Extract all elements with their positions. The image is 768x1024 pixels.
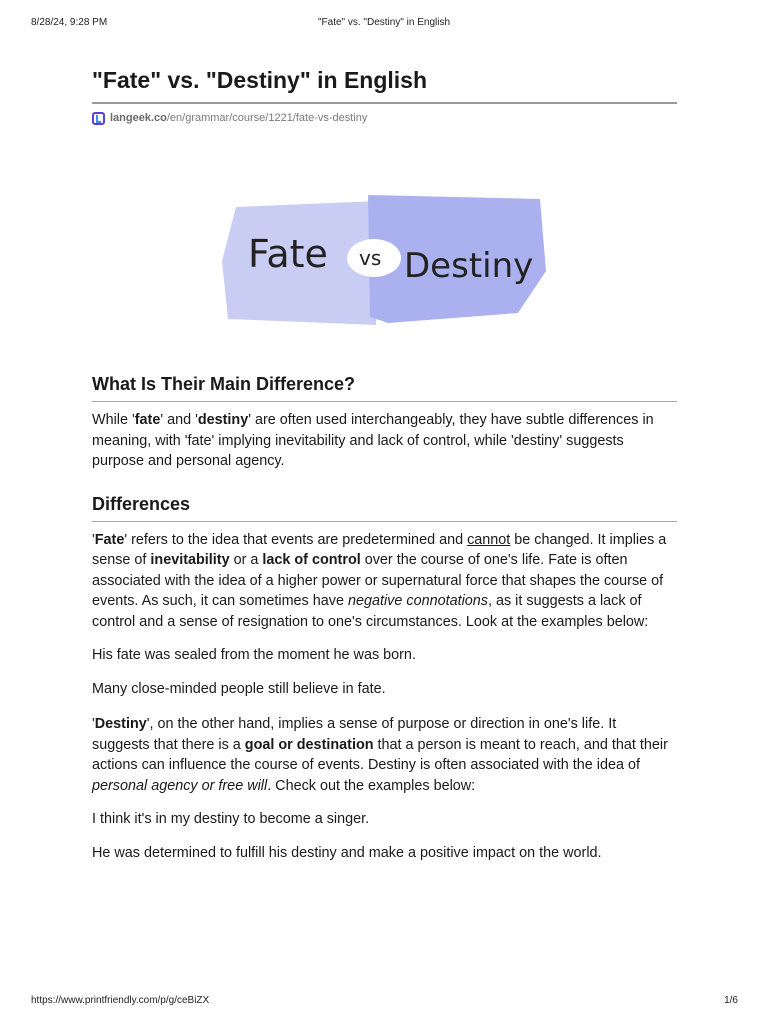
text-run: that a person is meant to reach, and that their actions can influence the course of events. Destiny is often associated with the idea of bbox=[92, 736, 668, 773]
fate-example-2: Many close-minded people still believe in fate. bbox=[92, 680, 386, 697]
article-title: "Fate" vs. "Destiny" in English bbox=[92, 66, 677, 104]
source-domain: langeek.co bbox=[110, 112, 167, 124]
hero-word-vs: vs bbox=[359, 246, 382, 270]
article bbox=[92, 66, 677, 863]
print-footer bbox=[31, 995, 738, 1009]
underlined-cannot: cannot bbox=[467, 531, 511, 548]
print-header bbox=[31, 17, 737, 31]
text-run: , as it suggests a lack of control and a sense of resignation to one's circumstances. Look at the examples below: bbox=[92, 593, 649, 630]
term-inevitability: inevitability bbox=[150, 552, 230, 568]
term-destiny: Destiny bbox=[94, 716, 147, 732]
hero-word-destiny: Destiny bbox=[404, 246, 534, 286]
text-run: ', on the other hand, implies a sense of purpose or direction in one's life. It suggests that there is a bbox=[92, 716, 617, 753]
destiny-example-2: He was determined to fulfill his destiny and make a positive impact on the world. bbox=[92, 844, 602, 861]
term-fate: Fate bbox=[94, 531, 125, 548]
text-run: ' bbox=[92, 716, 95, 732]
term-lack-of-control: lack of control bbox=[262, 552, 361, 568]
langeek-favicon-icon bbox=[92, 112, 105, 125]
text-run: ' bbox=[92, 531, 95, 548]
print-datetime: 8/28/24, 9:28 PM bbox=[31, 17, 108, 28]
fate-example-1: His fate was sealed from the moment he was born. bbox=[92, 647, 416, 663]
text-run: over the course of one's life. Fate is often associated with the idea of a higher power or supernatural force that shapes the course of events. As such, it can sometimes have bbox=[92, 552, 664, 609]
main-difference-paragraph bbox=[92, 410, 677, 472]
italic-personal-agency: personal agency or free will bbox=[92, 777, 268, 794]
source-path: /en/grammar/course/1221/fate-vs-destiny bbox=[166, 112, 368, 124]
hero-image bbox=[92, 187, 677, 337]
heading-main-difference: What Is Their Main Difference? bbox=[92, 373, 677, 402]
text-run: ' are often used interchangeably, they have subtle differences in meaning, with 'fate' implying inevitability and lack of control, while 'destiny' suggests purpose and personal agency. bbox=[92, 412, 654, 469]
destiny-example-1: I think it's in my destiny to become a singer. bbox=[92, 811, 370, 827]
page-number: 1/6 bbox=[724, 995, 738, 1006]
source-link[interactable] bbox=[92, 109, 677, 127]
destiny-paragraph bbox=[92, 714, 677, 796]
text-run: ' and ' bbox=[160, 412, 198, 428]
fate-vs-destiny-illustration bbox=[218, 187, 550, 332]
heading-differences: Differences bbox=[92, 493, 677, 522]
hero-word-fate: Fate bbox=[248, 232, 328, 276]
text-run: While ' bbox=[92, 412, 135, 428]
term-goal-or-destination: goal or destination bbox=[244, 736, 374, 753]
term-fate: fate bbox=[134, 412, 161, 428]
print-footer-url[interactable]: https://www.printfriendly.com/p/g/ceBiZX bbox=[31, 995, 210, 1006]
term-destiny: destiny bbox=[197, 412, 249, 428]
text-run: be changed. It implies a sense of bbox=[92, 531, 667, 568]
text-run: . Check out the examples below: bbox=[267, 777, 476, 794]
text-run: ' refers to the idea that events are predetermined and bbox=[124, 531, 468, 548]
print-page-title: "Fate" vs. "Destiny" in English bbox=[317, 17, 451, 28]
fate-paragraph bbox=[92, 530, 677, 633]
text-run: or a bbox=[229, 552, 263, 568]
italic-negative-connotations: negative connotations bbox=[347, 593, 488, 609]
